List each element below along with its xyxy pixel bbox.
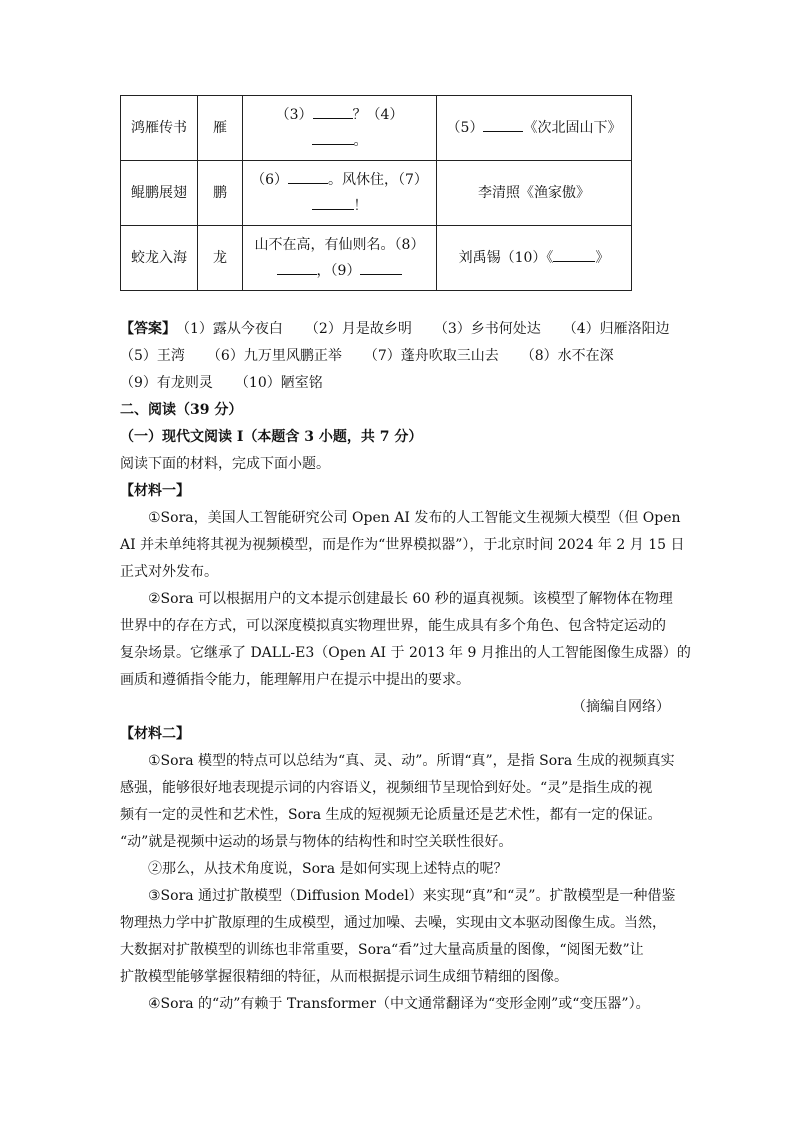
answer-item: （1）露从今夜白 [176,321,283,337]
paragraph-line: 感强，能够很好地表现提示词的内容语义，视频细节呈现恰到好处。“灵”是指生成的视 [120,780,653,796]
idiom-cell: 鲲鹏展翅 [121,161,198,226]
table-row [121,161,632,226]
fill-blank [277,260,317,275]
verse-cell: （3） ？（4） 。 [243,96,437,161]
paragraph-line: ③Sora 通过扩散模型（Diffusion Model）来实现“真”和“灵”。扩散模型是一种借鉴 [148,888,676,904]
idiom-cell: 蛟龙入海 [121,226,198,291]
table-row [121,226,632,291]
verse-cell: （6） 。风休住，（7） ！ [243,161,437,226]
animal-cell: 雁 [198,96,243,161]
source-cell: （5） 《次北固山下》 [437,96,632,161]
section-subheading: （一）现代文阅读 I（本题含 3 小题，共 7 分） [120,429,423,445]
fill-blank [360,260,402,275]
animal-cell: 鹏 [198,161,243,226]
instruction-text: 阅读下面的材料，完成下面小题。 [120,456,330,472]
paragraph-line: 正式对外发布。 [120,564,218,580]
section-heading: 二、阅读（39 分） [120,402,243,418]
answer-item: （10）陋室铭 [234,375,323,391]
answer-item: （3）乡书何处达 [433,321,541,337]
answer-item: （6）九万里风鹏正举 [206,348,342,364]
fill-blank [312,195,354,210]
paragraph-line: ②Sora 可以根据用户的文本提示创建最长 60 秒的逼真视频。该模型了解物体在物理 [148,591,673,607]
paragraph-line: 物理热力学中扩散原理的生成模型，通过加噪、去噪，实现由文本驱动图像生成。当然， [120,915,666,931]
paragraph-line: AI 并未单纯将其视为视频模型，而是作为“世界模拟器”），于北京时间 2024 年 2 月 15 日 [120,537,685,553]
answer-label: 【答案】 [120,321,176,337]
answer-item: （2）月是故乡明 [304,321,412,337]
source-cell: 李清照《渔家傲》 [437,161,632,226]
source-cell: 刘禹锡（10）《 》 [437,226,632,291]
answer-block [120,316,691,1018]
animal-cell: 龙 [198,226,243,291]
paragraph-line: 频有一定的灵性和艺术性，Sora 生成的短视频无论质量还是艺术性，都有一定的保证。 [120,807,662,823]
material2-title: 【材料二】 [120,726,190,742]
paragraph-line: 画质和遵循指令能力，能理解用户在提示中提出的要求。 [120,672,470,688]
paragraph-line: “动”就是视频中运动的场景与物体的结构性和时空关联性很好。 [120,834,513,850]
table-row [121,96,632,161]
fill-blank [553,247,595,262]
answer-item: （8）水不在深 [520,348,614,364]
paragraph-line: 扩散模型能够掌握很精细的特征，从而根据提示词生成细节精细的图像。 [120,969,568,985]
idiom-cell: 鸿雁传书 [121,96,198,161]
paragraph-line: ④Sora 的“动”有赖于 Transformer（中文通常翻译为“变形金刚”或“变压器”）。 [148,996,650,1012]
paragraph-line: 复杂场景。它继承了 DALL-E3（Open AI 于 2013 年 9 月推出的人工智能图像生成器）的 [120,645,691,661]
paragraph-line: ①Sora 模型的特点可以总结为“真、灵、动”。所谓“真”，是指 Sora 生成的视频真实 [148,753,675,769]
answer-item: （4）归雁洛阳边 [562,321,670,337]
verse-cell: 山不在高，有仙则名。（8） ，（9） [243,226,437,291]
answer-item: （5）王湾 [120,348,185,364]
fill-blank [313,104,353,119]
source-note: （摘编自网络） [572,699,670,715]
answer-item: （9）有龙则灵 [120,375,213,391]
fill-blank [288,169,328,184]
paragraph-line: ②那么，从技术角度说，Sora 是如何实现上述特点的呢？ [148,861,508,877]
fill-blank [483,117,523,132]
paragraph-line: ①Sora，美国人工智能研究公司 Open AI 发布的人工智能文生视频大模型（但 Open [148,510,681,526]
answer-item: （7）蓬舟吹取三山去 [363,348,499,364]
paragraph-line: 世界中的存在方式，可以深度模拟真实物理世界，能生成具有多个角色、包含特定运动的 [120,618,666,634]
paragraph-line: 大数据对扩散模型的训练也非常重要，Sora“看”过大量高质量的图像，“阅图无数”让 [120,942,644,958]
material1-title: 【材料一】 [120,483,190,499]
poem-table [120,95,632,291]
fill-blank [312,130,354,145]
